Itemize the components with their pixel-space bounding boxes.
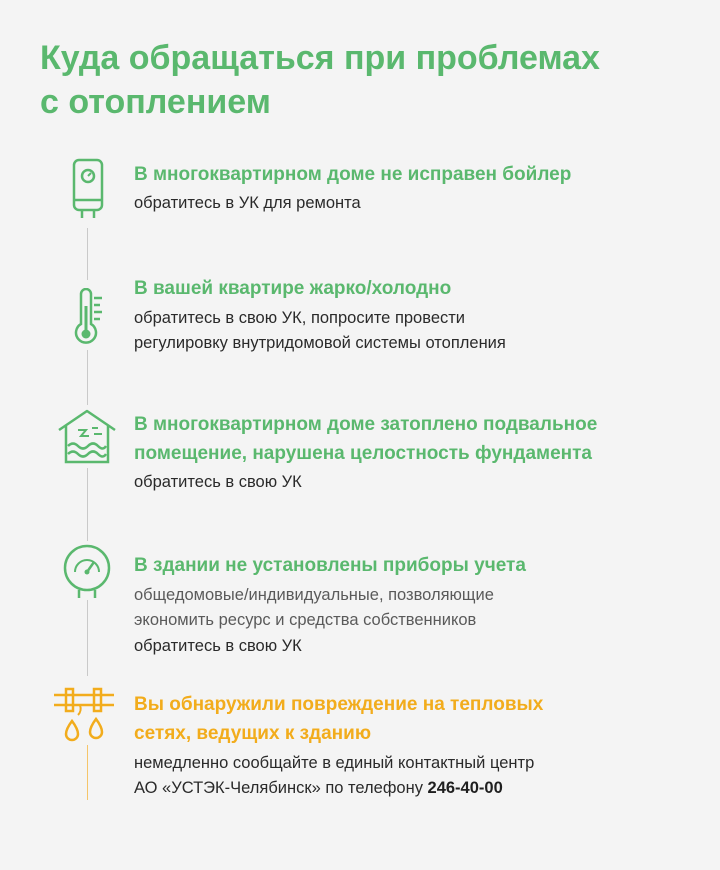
page-title bbox=[40, 36, 680, 124]
issue-heating-network bbox=[134, 690, 694, 801]
pressure-gauge-icon bbox=[61, 542, 113, 600]
connector-line-1 bbox=[87, 228, 88, 280]
issue-boiler bbox=[134, 160, 694, 216]
leaking-pipe-icon bbox=[52, 685, 116, 745]
issue-flooded-basement bbox=[134, 410, 694, 495]
issue-heading-line: Вы обнаружили повреждение на тепловых bbox=[134, 694, 544, 715]
issue-note-line: экономить ресурс и средства собственников bbox=[134, 611, 477, 629]
issue-heading bbox=[134, 690, 694, 748]
issue-advice-line: немедленно сообщайте в единый контактный центр bbox=[134, 754, 535, 772]
issue-heading: В здании не установлены приборы учета bbox=[134, 555, 526, 576]
issue-note bbox=[134, 583, 694, 633]
issue-advice-phone-prefix: АО «УСТЭК-Челябинск» по телефону bbox=[134, 779, 428, 797]
issue-advice bbox=[134, 306, 694, 356]
issue-advice bbox=[134, 751, 694, 801]
connector-line-2 bbox=[87, 350, 88, 405]
connector-line-4 bbox=[87, 600, 88, 676]
page-title-line2: с отоплением bbox=[40, 83, 271, 121]
issue-heading-line: В многоквартирном доме затоплено подвальное bbox=[134, 414, 598, 435]
issue-heading-line: сетях, ведущих к зданию bbox=[134, 723, 372, 744]
phone-number: 246-40-00 bbox=[427, 779, 503, 797]
thermometer-icon bbox=[70, 288, 110, 350]
boiler-icon bbox=[64, 158, 112, 226]
issue-temperature bbox=[134, 274, 694, 356]
connector-line-3 bbox=[87, 468, 88, 541]
issue-heading: В многоквартирном доме не исправен бойлер bbox=[134, 164, 572, 185]
issue-heading bbox=[134, 410, 694, 468]
issue-advice-line: регулировку внутридомовой системы отопления bbox=[134, 334, 506, 352]
issue-advice: обратитесь в свою УК bbox=[134, 473, 302, 491]
flooded-house-icon bbox=[56, 408, 118, 466]
issue-advice: обратитесь в УК для ремонта bbox=[134, 194, 361, 212]
issue-heading-line: помещение, нарушена целостность фундамента bbox=[134, 443, 592, 464]
issue-advice-line: обратитесь в свою УК, попросите провести bbox=[134, 309, 466, 327]
issue-meters bbox=[134, 551, 694, 659]
issue-advice: обратитесь в свою УК bbox=[134, 637, 302, 655]
issue-heading: В вашей квартире жарко/холодно bbox=[134, 278, 452, 299]
connector-line-5 bbox=[87, 745, 88, 800]
page-title-line1: Куда обращаться при проблемах bbox=[40, 39, 600, 77]
issue-note-line: общедомовые/индивидуальные, позволяющие bbox=[134, 586, 494, 604]
